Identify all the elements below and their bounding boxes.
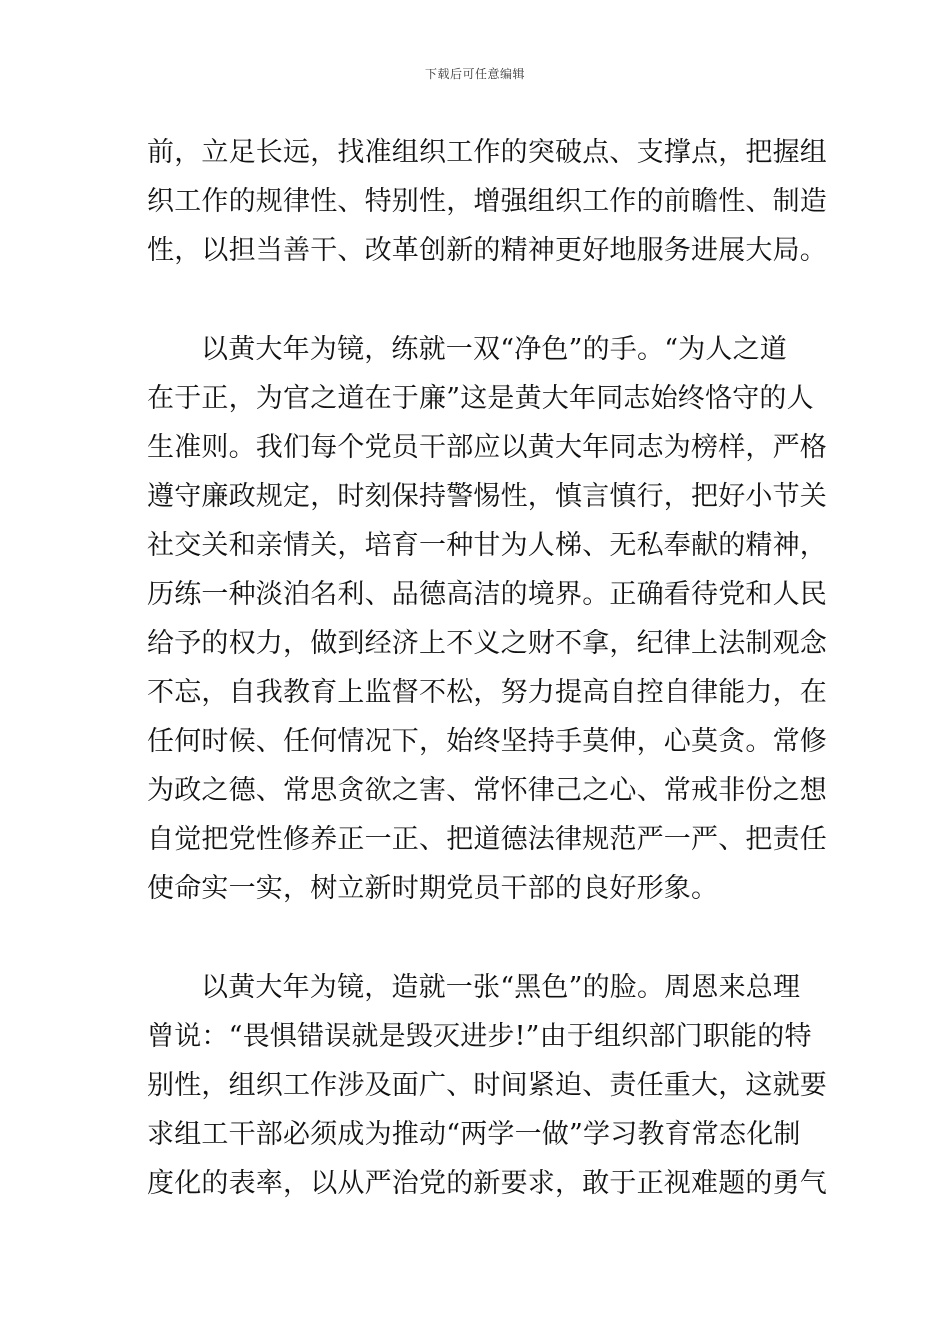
text-line: 社交关和亲情关，培育一种甘为人梯、无私奉献的精神， (147, 530, 827, 561)
text-line: 自觉把党性修养正一正、把道德法律规范严一严、把责任 (147, 824, 827, 855)
text-line: 以黄大年为镜，练就一双“净色”的手。“为人之道 (201, 334, 788, 365)
text-line: 给予的权力，做到经济上不义之财不拿，纪律上法制观念 (147, 628, 827, 659)
document-body (147, 128, 827, 1208)
text-line: 性，以担当善干、改革创新的精神更好地服务进展大局。 (147, 235, 827, 266)
text-line: 织工作的规律性、特别性，增强组织工作的前瞻性、制造 (147, 186, 827, 217)
paragraph-gap (147, 913, 807, 963)
paragraph-1 (147, 128, 827, 275)
paragraph-3 (147, 963, 827, 1208)
download-editable-note: 下载后可任意编辑 (424, 67, 525, 81)
text-line: 曾说：“畏惧错误就是毁灭进步!”由于组织部门职能的特 (147, 1021, 812, 1052)
text-line: 以黄大年为镜，造就一张“黑色”的脸。周恩来总理 (201, 972, 801, 1003)
paragraph-2 (147, 325, 827, 913)
text-line: 前，立足长远，找准组织工作的突破点、支撑点，把握组 (147, 137, 827, 168)
text-line: 生准则。我们每个党员干部应以黄大年同志为榜样，严格 (147, 432, 827, 463)
text-line: 在于正，为官之道在于廉”这是黄大年同志始终恪守的人 (147, 383, 814, 414)
text-line: 度化的表率，以从严治党的新要求，敢于正视难题的勇气 (147, 1168, 827, 1199)
paragraph-gap (147, 275, 807, 325)
text-line: 不忘，自我教育上监督不松，努力提高自控自律能力，在 (147, 677, 827, 708)
text-line: 历练一种淡泊名利、品德高洁的境界。正确看待党和人民 (147, 579, 827, 610)
text-line: 别性，组织工作涉及面广、时间紧迫、责任重大，这就要 (147, 1070, 827, 1101)
text-line: 使命实一实，树立新时期党员干部的良好形象。 (147, 873, 719, 904)
text-line: 为政之德、常思贪欲之害、常怀律己之心、常戒非份之想 (147, 775, 827, 806)
text-line: 遵守廉政规定，时刻保持警惕性，慎言慎行，把好小节关 (147, 481, 827, 512)
text-line: 任何时候、任何情况下，始终坚持手莫伸，心莫贪。常修 (147, 726, 827, 757)
text-line: 求组工干部必须成为推动“两学一做”学习教育常态化制 (147, 1119, 801, 1150)
